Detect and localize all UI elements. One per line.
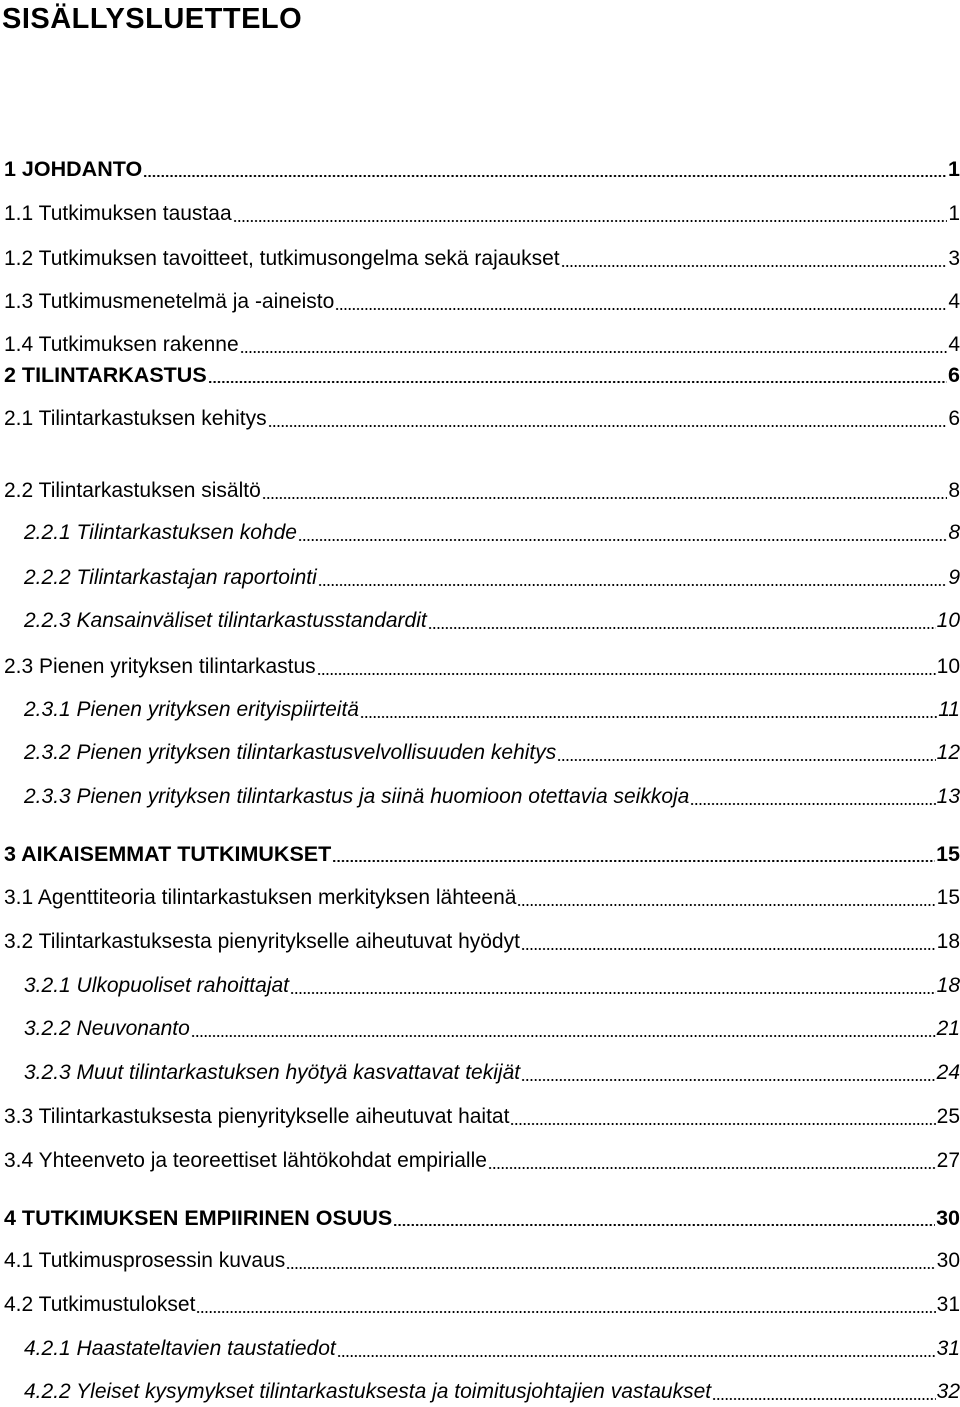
toc-entry-label: 2.3.3 Pienen yrityksen tilintarkastus ja siinä huomioon otettavia seikkoja xyxy=(24,785,690,808)
toc-entry-label: 1.4 Tutkimuksen rakenne xyxy=(4,333,239,356)
toc-dot-leader xyxy=(332,860,935,862)
toc-dot-leader xyxy=(233,220,948,222)
toc-page-number: 8 xyxy=(948,479,960,502)
toc-page-number: 3 xyxy=(948,247,960,270)
toc-entry[interactable] xyxy=(4,357,960,387)
toc-page-number: 31 xyxy=(936,1337,960,1360)
toc-entry[interactable] xyxy=(24,560,960,590)
toc-dot-leader xyxy=(557,759,935,761)
toc-entry[interactable] xyxy=(4,1287,960,1317)
toc-entry[interactable] xyxy=(4,880,960,910)
toc-entry[interactable] xyxy=(24,1011,960,1041)
toc-entry-label: 2.3 Pienen yrityksen tilintarkastus xyxy=(4,655,316,678)
toc-page-number: 25 xyxy=(936,1105,960,1128)
toc-page-number: 21 xyxy=(936,1017,960,1040)
toc-entry-label: 3.2.2 Neuvonanto xyxy=(24,1017,190,1040)
toc-page-number: 6 xyxy=(948,407,960,430)
toc-page-number: 30 xyxy=(936,1206,960,1230)
toc-dot-leader xyxy=(196,1311,935,1313)
toc-entry-label: 2 TILINTARKASTUS xyxy=(4,363,207,387)
toc-page-number: 4 xyxy=(948,333,960,356)
toc-entry[interactable] xyxy=(4,151,960,181)
toc-page-number: 31 xyxy=(936,1293,960,1316)
toc-dot-leader xyxy=(428,627,936,629)
toc-page-number: 12 xyxy=(936,741,960,764)
toc-entry-label: 3.2.1 Ulkopuoliset rahoittajat xyxy=(24,974,289,997)
toc-dot-leader xyxy=(521,948,936,950)
toc-dot-leader xyxy=(517,904,935,906)
toc-page-number: 15 xyxy=(936,842,960,866)
toc-page-number: 15 xyxy=(936,886,960,909)
toc-entry-label: 3.2 Tilintarkastuksesta pienyritykselle aiheutuvat hyödyt xyxy=(4,930,520,953)
toc-entry-label: 4.2.2 Yleiset kysymykset tilintarkastuksesta ja toimitusjohtajien vastaukset xyxy=(24,1380,712,1403)
toc-page-number: 18 xyxy=(936,974,960,997)
toc-dot-leader xyxy=(561,265,948,267)
toc-entry[interactable] xyxy=(24,692,960,722)
toc-page-number: 13 xyxy=(936,785,960,808)
toc-entry-label: 4.2.1 Haastateltavien taustatiedot xyxy=(24,1337,336,1360)
toc-dot-leader xyxy=(360,716,937,718)
toc-page-number: 32 xyxy=(936,1380,960,1403)
toc-entry-label: 2.2.3 Kansainväliset tilintarkastusstandardit xyxy=(24,609,427,632)
toc-entry[interactable] xyxy=(24,1331,960,1361)
toc-dot-leader xyxy=(317,673,936,675)
toc-dot-leader xyxy=(712,1398,936,1400)
toc-entry[interactable] xyxy=(4,196,960,226)
toc-page-number: 11 xyxy=(938,698,960,721)
toc-entry-label: 4.1 Tutkimusprosessin kuvaus xyxy=(4,1249,286,1272)
toc-dot-leader xyxy=(286,1267,935,1269)
toc-dot-leader xyxy=(191,1035,936,1037)
toc-page-number: 30 xyxy=(936,1249,960,1272)
toc-entry-label: 2.2.2 Tilintarkastajan raportointi xyxy=(24,566,317,589)
toc-dot-leader xyxy=(521,1079,936,1081)
toc-entry[interactable] xyxy=(24,735,960,765)
toc-entry-label: 3 AIKAISEMMAT TUTKIMUKSET xyxy=(4,842,332,866)
toc-page-number: 18 xyxy=(936,930,960,953)
toc-page-number: 10 xyxy=(936,655,960,678)
toc-dot-leader xyxy=(290,992,936,994)
toc-dot-leader xyxy=(208,381,947,383)
toc-entry-label: 1.3 Tutkimusmenetelmä ja -aineisto xyxy=(4,290,335,313)
toc-entry[interactable] xyxy=(4,836,960,866)
toc-dot-leader xyxy=(488,1167,936,1169)
toc-page-number: 8 xyxy=(948,521,960,544)
toc-entry[interactable] xyxy=(24,779,960,809)
toc-dot-leader xyxy=(143,175,947,177)
toc-entry[interactable] xyxy=(4,924,960,954)
toc-entry-label: 2.1 Tilintarkastuksen kehitys xyxy=(4,407,267,430)
toc-entry-label: 2.2 Tilintarkastuksen sisältö xyxy=(4,479,261,502)
toc-entry[interactable] xyxy=(4,284,960,314)
toc-page-number: 6 xyxy=(948,363,960,387)
toc-entry[interactable] xyxy=(24,1374,960,1404)
toc-entry-label: 4 TUTKIMUKSEN EMPIIRINEN OSUUS xyxy=(4,1206,393,1230)
toc-entry-label: 3.1 Agenttiteoria tilintarkastuksen merkityksen lähteenä xyxy=(4,886,517,909)
toc-dot-leader xyxy=(510,1123,935,1125)
toc-entry-label: 2.3.2 Pienen yrityksen tilintarkastusvelvollisuuden kehitys xyxy=(24,741,557,764)
toc-entry-label: 4.2 Tutkimustulokset xyxy=(4,1293,196,1316)
toc-page-number: 24 xyxy=(936,1061,960,1084)
toc-entry-label: 1 JOHDANTO xyxy=(4,157,143,181)
toc-dot-leader xyxy=(337,1355,936,1357)
toc-dot-leader xyxy=(690,803,935,805)
toc-entry[interactable] xyxy=(24,1055,960,1085)
toc-dot-leader xyxy=(335,308,947,310)
toc-entry-label: 3.3 Tilintarkastuksesta pienyritykselle aiheutuvat haitat xyxy=(4,1105,510,1128)
toc-page-number: 4 xyxy=(948,290,960,313)
toc-entry[interactable] xyxy=(4,1243,960,1273)
toc-page-number: 1 xyxy=(948,202,960,225)
toc-page-number: 1 xyxy=(948,157,960,181)
toc-dot-leader xyxy=(318,584,948,586)
toc-entry-label: 1.1 Tutkimuksen taustaa xyxy=(4,202,232,225)
toc-page-number: 27 xyxy=(936,1149,960,1172)
toc-page-number: 9 xyxy=(948,566,960,589)
toc-entry[interactable] xyxy=(4,473,960,503)
toc-entry-label: 3.4 Yhteenveto ja teoreettiset lähtökohdat empirialle xyxy=(4,1149,487,1172)
toc-dot-leader xyxy=(298,539,947,541)
toc-dot-leader xyxy=(262,497,948,499)
toc-entry[interactable] xyxy=(24,968,960,998)
toc-entry[interactable] xyxy=(4,241,960,271)
toc-entry[interactable] xyxy=(4,649,960,679)
toc-page-number: 10 xyxy=(936,609,960,632)
toc-entry-label: 1.2 Tutkimuksen tavoitteet, tutkimusongelma sekä rajaukset xyxy=(4,247,560,270)
toc-entry-label: 2.2.1 Tilintarkastuksen kohde xyxy=(24,521,297,544)
toc-entry-label: 2.3.1 Pienen yrityksen erityispiirteitä xyxy=(24,698,359,721)
toc-entry[interactable] xyxy=(4,1099,960,1129)
toc-entry[interactable] xyxy=(4,1200,960,1230)
toc-entry[interactable] xyxy=(4,327,960,357)
page-title: SISÄLLYSLUETTELO xyxy=(2,3,303,35)
toc-entry[interactable] xyxy=(4,401,960,431)
toc-entry[interactable] xyxy=(4,1143,960,1173)
toc-entry-label: 3.2.3 Muut tilintarkastuksen hyötyä kasvattavat tekijät xyxy=(24,1061,521,1084)
toc-dot-leader xyxy=(240,351,948,353)
toc-dot-leader xyxy=(268,425,948,427)
toc-entry[interactable] xyxy=(24,515,960,545)
toc-entry[interactable] xyxy=(24,603,960,633)
toc-dot-leader xyxy=(393,1224,935,1226)
